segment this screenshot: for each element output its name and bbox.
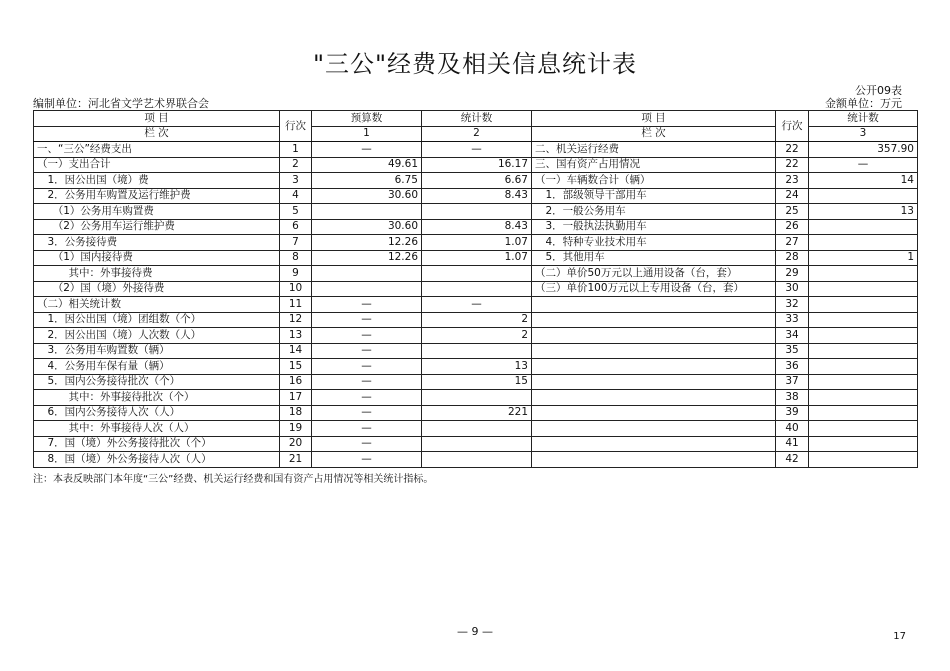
row-stat: 16.17 bbox=[422, 157, 532, 173]
header-item-right: 项 目 bbox=[532, 111, 776, 127]
row-stat: 13 bbox=[422, 359, 532, 375]
row-number: 16 bbox=[280, 374, 312, 390]
row-number-right: 28 bbox=[776, 250, 809, 266]
table-row bbox=[34, 390, 918, 406]
table-row bbox=[34, 173, 918, 189]
row-number: 15 bbox=[280, 359, 312, 375]
row-number-right: 35 bbox=[776, 343, 809, 359]
row-number-right: 22 bbox=[776, 142, 809, 158]
row-stat: 1.07 bbox=[422, 250, 532, 266]
row-number: 10 bbox=[280, 281, 312, 297]
row-item-right: 4．特种专业技术用车 bbox=[532, 235, 776, 251]
row-number-right: 36 bbox=[776, 359, 809, 375]
row-budget: — bbox=[312, 297, 422, 313]
row-stat bbox=[422, 204, 532, 220]
row-stat-right bbox=[809, 405, 918, 421]
row-stat bbox=[422, 390, 532, 406]
table-footnote: 注：本表反映部门本年度“三公”经费、机关运行经费和国有资产占用情况等相关统计指标。 bbox=[33, 474, 434, 485]
header-stat: 统计数 bbox=[422, 111, 532, 127]
row-stat bbox=[422, 281, 532, 297]
statistics-table bbox=[33, 110, 918, 468]
row-item: （二）相关统计数 bbox=[34, 297, 280, 313]
row-number-right: 24 bbox=[776, 188, 809, 204]
row-item: （2）国（境）外接待费 bbox=[34, 281, 280, 297]
row-stat: — bbox=[422, 297, 532, 313]
row-item-right: （一）车辆数合计（辆） bbox=[532, 173, 776, 189]
amount-unit-label: 金额单位：万元 bbox=[825, 97, 902, 110]
row-item: 一、“三公”经费支出 bbox=[34, 142, 280, 158]
header-stat-right: 统计数 bbox=[809, 111, 918, 127]
row-budget bbox=[312, 281, 422, 297]
row-item: 4．公务用车保有量（辆） bbox=[34, 359, 280, 375]
row-item-right bbox=[532, 359, 776, 375]
row-stat bbox=[422, 452, 532, 468]
row-stat-right bbox=[809, 312, 918, 328]
row-number-right: 34 bbox=[776, 328, 809, 344]
table-row bbox=[34, 436, 918, 452]
row-number-right: 33 bbox=[776, 312, 809, 328]
row-number: 1 bbox=[280, 142, 312, 158]
row-budget: 30.60 bbox=[312, 219, 422, 235]
row-number-right: 32 bbox=[776, 297, 809, 313]
column-label: 栏 次 bbox=[34, 126, 280, 142]
row-item: 2．公务用车购置及运行维护费 bbox=[34, 188, 280, 204]
column-3: 3 bbox=[809, 126, 918, 142]
table-row bbox=[34, 188, 918, 204]
row-number-right: 23 bbox=[776, 173, 809, 189]
row-stat: 221 bbox=[422, 405, 532, 421]
row-stat: 8.43 bbox=[422, 219, 532, 235]
row-budget: 30.60 bbox=[312, 188, 422, 204]
table-row bbox=[34, 219, 918, 235]
row-budget: — bbox=[312, 312, 422, 328]
row-item: 1．因公出国（境）费 bbox=[34, 173, 280, 189]
header-item: 项 目 bbox=[34, 111, 280, 127]
row-budget bbox=[312, 266, 422, 282]
row-item-right: 二、机关运行经费 bbox=[532, 142, 776, 158]
row-number-right: 25 bbox=[776, 204, 809, 220]
row-stat-right bbox=[809, 328, 918, 344]
row-item-right: 2．一般公务用车 bbox=[532, 204, 776, 220]
row-item-right: （三）单价100万元以上专用设备（台，套） bbox=[532, 281, 776, 297]
row-number-right: 30 bbox=[776, 281, 809, 297]
row-item: （2）公务用车运行维护费 bbox=[34, 219, 280, 235]
row-item: 3．公务用车购置数（辆） bbox=[34, 343, 280, 359]
row-stat-right: 14 bbox=[809, 173, 918, 189]
row-number: 7 bbox=[280, 235, 312, 251]
page-number: — 9 — bbox=[457, 625, 493, 638]
row-number-right: 26 bbox=[776, 219, 809, 235]
row-number: 6 bbox=[280, 219, 312, 235]
row-budget: 49.61 bbox=[312, 157, 422, 173]
row-budget: — bbox=[312, 405, 422, 421]
form-number: 公开09表 bbox=[855, 84, 902, 97]
row-item-right bbox=[532, 328, 776, 344]
row-item-right: （二）单价50万元以上通用设备（台，套） bbox=[532, 266, 776, 282]
row-budget: — bbox=[312, 142, 422, 158]
row-number: 17 bbox=[280, 390, 312, 406]
row-item: 其中：外事接待批次（个） bbox=[34, 390, 280, 406]
row-number: 19 bbox=[280, 421, 312, 437]
row-item-right: 1．部级领导干部用车 bbox=[532, 188, 776, 204]
row-item-right bbox=[532, 374, 776, 390]
row-stat-right bbox=[809, 421, 918, 437]
row-number-right: 37 bbox=[776, 374, 809, 390]
table-row bbox=[34, 297, 918, 313]
table-row bbox=[34, 142, 918, 158]
row-budget: — bbox=[312, 374, 422, 390]
row-number-right: 39 bbox=[776, 405, 809, 421]
row-stat: 2 bbox=[422, 312, 532, 328]
row-stat-right bbox=[809, 374, 918, 390]
row-stat-right: 1 bbox=[809, 250, 918, 266]
row-stat-right bbox=[809, 281, 918, 297]
row-number: 5 bbox=[280, 204, 312, 220]
row-number: 20 bbox=[280, 436, 312, 452]
row-number-right: 38 bbox=[776, 390, 809, 406]
row-item: 3．公务接待费 bbox=[34, 235, 280, 251]
row-stat bbox=[422, 421, 532, 437]
row-item: （一）支出合计 bbox=[34, 157, 280, 173]
row-budget bbox=[312, 204, 422, 220]
table-row bbox=[34, 235, 918, 251]
row-stat: 6.67 bbox=[422, 173, 532, 189]
row-stat: — bbox=[422, 142, 532, 158]
row-item: （1）公务用车购置费 bbox=[34, 204, 280, 220]
row-item-right: 3．一般执法执勤用车 bbox=[532, 219, 776, 235]
table-row bbox=[34, 281, 918, 297]
row-budget: — bbox=[312, 452, 422, 468]
row-number: 11 bbox=[280, 297, 312, 313]
row-stat bbox=[422, 436, 532, 452]
row-stat: 2 bbox=[422, 328, 532, 344]
row-item: 2．因公出国（境）人次数（人） bbox=[34, 328, 280, 344]
row-budget: — bbox=[312, 343, 422, 359]
row-stat-right bbox=[809, 436, 918, 452]
header-rownum: 行次 bbox=[280, 111, 312, 142]
row-item: 其中：外事接待人次（人） bbox=[34, 421, 280, 437]
row-number-right: 29 bbox=[776, 266, 809, 282]
row-stat-right: 357.90 bbox=[809, 142, 918, 158]
column-1: 1 bbox=[312, 126, 422, 142]
table-row bbox=[34, 405, 918, 421]
row-item: 5．国内公务接待批次（个） bbox=[34, 374, 280, 390]
row-item-right: 三、国有资产占用情况 bbox=[532, 157, 776, 173]
row-item-right bbox=[532, 421, 776, 437]
row-budget: — bbox=[312, 390, 422, 406]
header-row bbox=[34, 111, 918, 127]
row-number: 18 bbox=[280, 405, 312, 421]
table-row bbox=[34, 312, 918, 328]
row-item: 1．因公出国（境）团组数（个） bbox=[34, 312, 280, 328]
row-stat bbox=[422, 266, 532, 282]
row-stat: 1.07 bbox=[422, 235, 532, 251]
row-number: 13 bbox=[280, 328, 312, 344]
row-item-right bbox=[532, 452, 776, 468]
row-number: 14 bbox=[280, 343, 312, 359]
column-2: 2 bbox=[422, 126, 532, 142]
table-row bbox=[34, 157, 918, 173]
row-number: 8 bbox=[280, 250, 312, 266]
page-title: "三公"经费及相关信息统计表 bbox=[312, 50, 638, 78]
header-rownum-right: 行次 bbox=[776, 111, 809, 142]
table-row bbox=[34, 343, 918, 359]
row-budget: — bbox=[312, 421, 422, 437]
row-number-right: 41 bbox=[776, 436, 809, 452]
table-row bbox=[34, 328, 918, 344]
row-item-right bbox=[532, 436, 776, 452]
table-row bbox=[34, 204, 918, 220]
table-row bbox=[34, 250, 918, 266]
row-item-right bbox=[532, 405, 776, 421]
row-stat-right: — bbox=[809, 157, 918, 173]
row-number: 4 bbox=[280, 188, 312, 204]
row-number-right: 27 bbox=[776, 235, 809, 251]
row-stat-right bbox=[809, 188, 918, 204]
organization-label: 编制单位：河北省文学艺术界联合会 bbox=[33, 97, 209, 110]
row-item: 6．国内公务接待人次（人） bbox=[34, 405, 280, 421]
row-stat-right: 13 bbox=[809, 204, 918, 220]
row-stat: 8.43 bbox=[422, 188, 532, 204]
row-item: （1）国内接待费 bbox=[34, 250, 280, 266]
row-stat-right bbox=[809, 343, 918, 359]
row-stat bbox=[422, 343, 532, 359]
row-budget: 12.26 bbox=[312, 250, 422, 266]
row-number: 21 bbox=[280, 452, 312, 468]
row-number: 12 bbox=[280, 312, 312, 328]
table-row bbox=[34, 421, 918, 437]
row-stat-right bbox=[809, 219, 918, 235]
row-item-right bbox=[532, 312, 776, 328]
row-number-right: 22 bbox=[776, 157, 809, 173]
row-item: 8．国（境）外公务接待人次（人） bbox=[34, 452, 280, 468]
row-budget: 12.26 bbox=[312, 235, 422, 251]
row-item-right: 5．其他用车 bbox=[532, 250, 776, 266]
row-number: 9 bbox=[280, 266, 312, 282]
row-stat-right bbox=[809, 390, 918, 406]
row-item-right bbox=[532, 390, 776, 406]
row-stat-right bbox=[809, 452, 918, 468]
row-item: 7．国（境）外公务接待批次（个） bbox=[34, 436, 280, 452]
row-number: 3 bbox=[280, 173, 312, 189]
row-item-right bbox=[532, 343, 776, 359]
row-stat-right bbox=[809, 235, 918, 251]
row-number-right: 42 bbox=[776, 452, 809, 468]
row-stat: 15 bbox=[422, 374, 532, 390]
table-row bbox=[34, 374, 918, 390]
row-item: 其中：外事接待费 bbox=[34, 266, 280, 282]
table-row bbox=[34, 452, 918, 468]
header-budget: 预算数 bbox=[312, 111, 422, 127]
row-budget: — bbox=[312, 359, 422, 375]
table-row bbox=[34, 359, 918, 375]
row-budget: 6.75 bbox=[312, 173, 422, 189]
row-budget: — bbox=[312, 328, 422, 344]
row-stat-right bbox=[809, 266, 918, 282]
row-budget: — bbox=[312, 436, 422, 452]
table-row bbox=[34, 266, 918, 282]
row-stat-right bbox=[809, 297, 918, 313]
row-item-right bbox=[532, 297, 776, 313]
row-number: 2 bbox=[280, 157, 312, 173]
row-stat-right bbox=[809, 359, 918, 375]
column-label-right: 栏 次 bbox=[532, 126, 776, 142]
row-number-right: 40 bbox=[776, 421, 809, 437]
sheet-number: 17 bbox=[893, 631, 906, 642]
